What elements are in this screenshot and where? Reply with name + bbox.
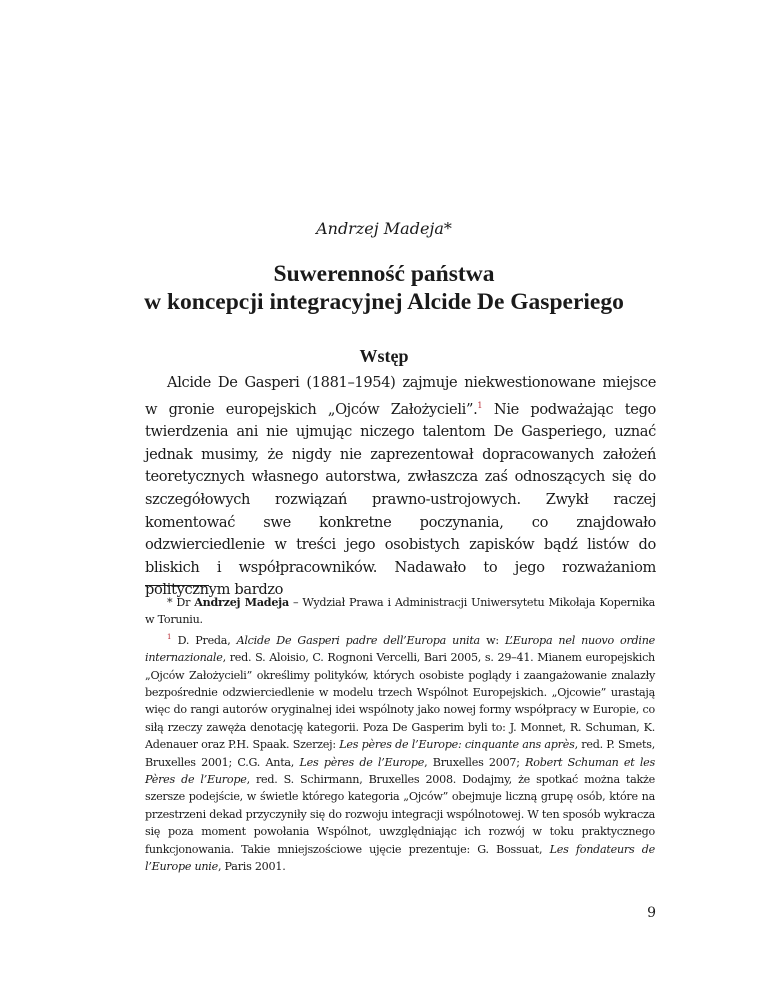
body-text-part-2: Nie podważając tego twierdzenia ani nie ujmując niczego talentom De Gasperiego, uznać jednak musimy, że nigdy nie zaprezentował dopracowanych założeń teoretycznych własnego autorstwa, zwłaszcza zaś odnoszących się do szczegółowych rozwiązań prawno-ustrojowych. Zwykł raczej komentować swe konkretne poczynania, co znajdowało odzwierciedlenie w treści jego osobistych zapisków bądź listów do bliskich i współpracowników. Nadawało to jego rozważaniom politycznym bardzo (145, 400, 656, 599)
title-line-2: w koncepcji integracyjnej Alcide De Gasperiego (144, 289, 624, 315)
footnote-1-text: , red. P. Smets, Bruxelles 2001; C.G. Anta, (145, 738, 656, 769)
footnote-separator (145, 585, 209, 586)
page-number: 9 (647, 905, 656, 921)
body-text-part-1: Alcide De Gasperi (1881–1954) zajmuje niekwestionowane miejsce w gronie europejskich „Ojców Założycieli”. (145, 374, 656, 418)
footnote-1-citation-title: Alcide De Gasperi padre dell’Europa unita (236, 633, 480, 647)
footnote-author-affiliation: – Wydział Prawa i Administracji Uniwersytetu Mikołaja Kopernika w Toruniu. (145, 596, 656, 627)
footnote-1-citation-title: Les fondateurs de l’Europe unie (145, 842, 655, 874)
footnote-1 (145, 629, 655, 876)
title-line-1: Suwerenność państwa (273, 261, 495, 287)
footnote-author (145, 594, 655, 629)
footnote-1-citation-title: Les pères de l’Europe (299, 755, 425, 769)
footnote-author-name: Andrzej Madeja (194, 596, 289, 609)
footnote-1-text: , Paris 2001. (217, 860, 286, 874)
footnote-1-text: , Bruxelles 2007; (424, 755, 526, 769)
footnote-1-text: D. Preda, (177, 633, 237, 647)
footnote-1-text: , red. S. Aloisio, C. Rognoni Vercelli, Bari 2005, s. 29–41. Mianem europejskich „Ojców Założycieli” określimy polityków, których osobiste poglądy i zaangażowanie znalazły bezpośrednie odzwierciedlenie w modelu trzech Wspólnot Europejskich. „Ojcowie” urastają więc do rangi autorów oryginalnej idei wspólnoty jako nowej formy współpracy w Europie, co siłą rzeczy zawęża denotację kategorii. Poza De Gasperim byli to: J. Monnet, R. Schuman, K. Adenauer oraz P.H. Spaak. Szerzej: (145, 651, 655, 752)
footnotes (145, 594, 655, 876)
footnote-author-prefix: Dr (176, 596, 195, 609)
footnote-reference-1[interactable]: 1 (477, 400, 483, 410)
footnote-1-text: w: (479, 633, 505, 647)
article-title (60, 260, 708, 316)
footnote-star-mark: * (167, 596, 173, 609)
author-name: Andrzej Madeja* (316, 219, 452, 238)
footnote-1-citation-title: Robert Schuman et les Pères de l’Europe (145, 755, 655, 787)
footnote-1-citation-title: L’Europa nel nuovo ordine internazionale (145, 633, 656, 665)
footnote-1-mark: 1 (167, 632, 172, 641)
body-paragraph (145, 372, 656, 602)
footnote-1-citation-title: Les pères de l’Europe: cinquante ans après (339, 738, 575, 752)
footnote-1-text: , red. S. Schirmann, Bruxelles 2008. Dodajmy, że spotkać można także szersze podejście, w świetle którego kategoria „Ojców” obejmuje liczną grupę osób, które na przestrzeni dekad przyczyniły się do rozwoju integracji wspólnotowej. W ten sposób wykracza się poza moment powołania Wspólnot, uwzględniając ich rozwój w toku praktycznego funkcjonowania. Takie mniejszościowe ujęcie prezentuje: G. Bossuat, (145, 773, 656, 856)
section-heading: Wstęp (359, 346, 409, 366)
